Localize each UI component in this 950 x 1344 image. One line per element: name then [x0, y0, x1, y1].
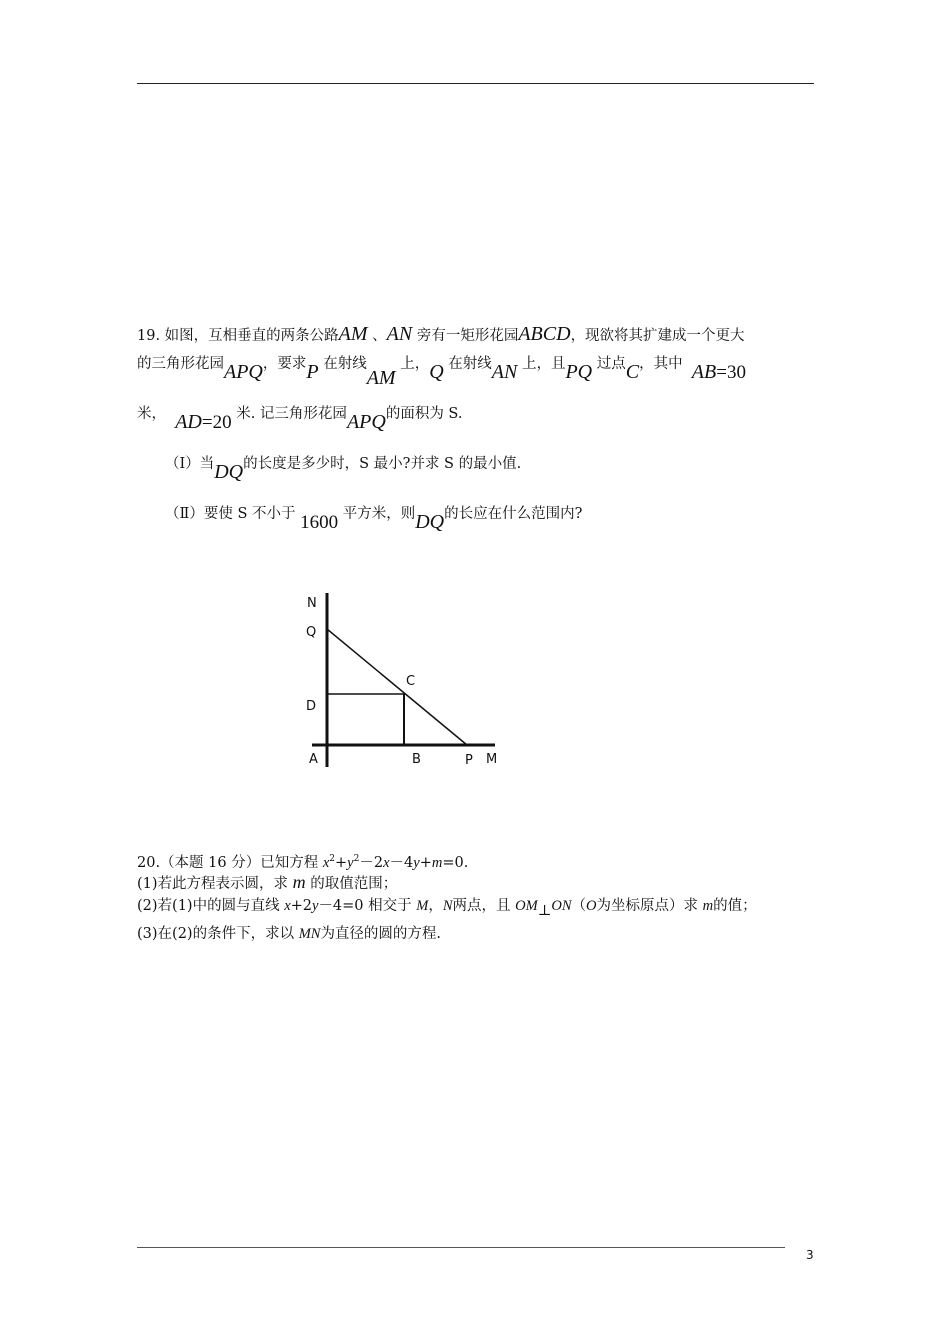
- math-APQ: APQ: [224, 361, 263, 383]
- math-y: y: [312, 898, 319, 914]
- segment-QP: [327, 629, 467, 745]
- text: 为坐标原点）求: [596, 898, 703, 914]
- math-AM: AM: [366, 367, 396, 389]
- text: 米. 记三角形花园: [236, 406, 347, 422]
- problem19-line1: [137, 324, 745, 346]
- math-Q: Q: [429, 361, 444, 383]
- text: －2: [359, 855, 384, 871]
- text: 的长度是多少时，S 最小?并求 S 的最小值.: [243, 456, 522, 472]
- math-C: C: [625, 361, 640, 383]
- math-N: N: [442, 898, 453, 914]
- footer-rule: [137, 1247, 785, 1248]
- text: 上，且: [521, 356, 566, 372]
- math-P: P: [306, 361, 319, 383]
- label-M: M: [486, 752, 498, 767]
- text: +: [419, 855, 432, 871]
- label-C: C: [406, 674, 416, 689]
- label-P: P: [465, 753, 473, 768]
- text: 的三角形花园: [137, 356, 224, 372]
- math-m: m: [292, 872, 306, 892]
- math-APQ: APQ: [346, 411, 386, 433]
- problem19-part2: [165, 502, 583, 533]
- text: 在射线: [448, 356, 492, 372]
- text: －4: [389, 855, 414, 871]
- math-ABCD: ABCD: [518, 323, 571, 345]
- text: =0.: [442, 855, 469, 871]
- text: ，其中: [639, 356, 683, 372]
- text: 上，: [400, 356, 430, 372]
- math-AD: AD: [175, 411, 202, 433]
- text: +: [335, 855, 348, 871]
- text: 20.（本题 16 分）已知方程: [137, 855, 323, 871]
- text: 旁有一矩形花园: [416, 328, 519, 344]
- text: (3)在(2)的条件下，求以: [137, 926, 299, 942]
- math-O: O: [586, 898, 597, 914]
- math-value: =20: [201, 412, 232, 433]
- math-1600: 1600: [300, 512, 339, 533]
- math-m: m: [702, 898, 714, 914]
- math-exponent: 2: [329, 854, 336, 864]
- label-B: B: [412, 752, 421, 767]
- math-x: x: [322, 855, 330, 871]
- page-number: 3: [806, 1248, 814, 1262]
- math-y: y: [347, 855, 354, 871]
- math-DQ: DQ: [214, 461, 244, 483]
- text: +2: [290, 898, 312, 914]
- math-exponent: 2: [353, 854, 360, 864]
- text: (1)若此方程表示圆，求: [137, 876, 289, 892]
- label-A: A: [309, 752, 318, 767]
- math-x: x: [383, 855, 390, 871]
- text: 的取值范围；: [310, 876, 398, 892]
- perpendicular-symbol: ⊥: [537, 903, 552, 919]
- text: ，: [428, 898, 443, 914]
- label-N: N: [307, 596, 317, 611]
- label-Q: Q: [306, 625, 317, 640]
- text: 19. 如图，互相垂直的两条公路: [137, 328, 339, 344]
- math-x: x: [284, 898, 291, 914]
- text: 的面积为 S.: [385, 406, 463, 422]
- geometry-figure: [290, 585, 520, 775]
- math-value: =30: [716, 362, 746, 383]
- math-AN: AN: [386, 323, 413, 345]
- header-rule: [137, 83, 814, 84]
- math-PQ: PQ: [565, 361, 593, 383]
- text: 两点，且: [452, 898, 516, 914]
- text: (2)若(1)中的圆与直线: [137, 898, 285, 914]
- text: 的值；: [713, 898, 757, 914]
- math-AN: AN: [491, 361, 518, 383]
- text: 平方米，则: [342, 506, 416, 522]
- problem19-line3: [137, 402, 463, 433]
- text: ，现欲将其扩建成一个更大: [570, 328, 745, 344]
- math-OM: OM: [515, 898, 538, 914]
- problem19-part1: [165, 452, 522, 483]
- problem20-line1: [137, 849, 468, 873]
- text: 在射线: [323, 356, 367, 372]
- text: －4=0 相交于: [318, 898, 417, 914]
- text: 过点: [596, 356, 626, 372]
- math-m: m: [431, 855, 443, 871]
- math-y: y: [413, 855, 420, 871]
- problem20-line3: [137, 896, 757, 919]
- math-MN: MN: [298, 926, 321, 942]
- label-D: D: [306, 699, 317, 714]
- text: （Ⅰ）当: [165, 456, 215, 472]
- text: （: [571, 898, 586, 914]
- text: 为直径的圆的方程.: [320, 926, 442, 942]
- math-AM: AM: [338, 323, 368, 345]
- problem20-line4: [137, 924, 441, 944]
- math-M: M: [416, 898, 429, 914]
- math-AB: AB: [691, 361, 717, 383]
- text: ，要求: [262, 356, 307, 372]
- text: 的长应在什么范围内?: [444, 506, 583, 522]
- text: 米，: [137, 406, 166, 422]
- problem20-line2: [137, 872, 397, 894]
- math-DQ: DQ: [415, 511, 445, 533]
- math-ON: ON: [551, 898, 572, 914]
- problem19-line2: [137, 352, 746, 389]
- text: 、: [372, 328, 387, 344]
- text: （Ⅱ）要使 S 不小于: [165, 506, 296, 522]
